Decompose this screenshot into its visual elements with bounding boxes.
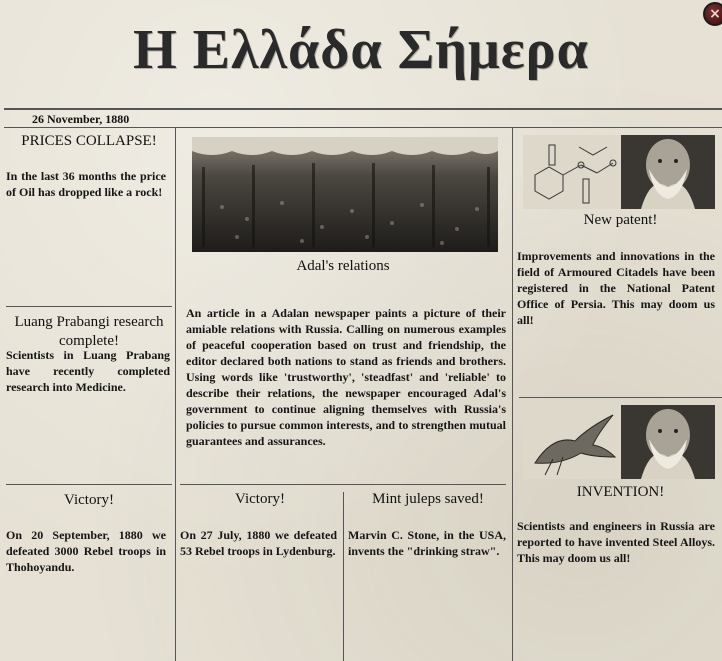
masthead-rule [4, 108, 722, 110]
close-icon: × [709, 6, 721, 22]
juleps-body: Marvin C. Stone, in the USA, invents the "drinking straw". [348, 528, 506, 558]
issue-date: 26 November, 1880 [32, 112, 130, 126]
research-headline: Luang Prabangi research complete! [14, 314, 164, 349]
victory1-headline: Victory! [64, 492, 114, 508]
invention-headline: INVENTION! [576, 484, 665, 500]
relations-body: An article in a Adalan newspaper paints a picture of their amiable relations with Russia. Calling on numerous examples of peaceful cooperation based on trust and friendship, the editor declared both nations to stand as friends and brothers. Using words like 'trustworthy', 'steadfast' and 'reliable' to describe their relations, the newspaper encouraged Adal's government to continue aligning themselves with Russia's policies to pursue common interests, and to strengthen mutual guarantees and assurances. [186, 306, 506, 448]
prices-headline: PRICES COLLAPSE! [21, 133, 157, 149]
mid-divider [180, 484, 506, 485]
close-button[interactable] [703, 2, 722, 26]
column-rule-3 [343, 492, 344, 661]
newspaper-title: Η Ελλάδα Σήμερα [133, 19, 589, 81]
left-divider-2 [6, 484, 172, 485]
invention-body: Scientists and engineers in Russia are reported to have invented Steel Alloys. This may doom us all! [517, 519, 715, 565]
relations-headline: Adal's relations [296, 258, 390, 274]
invention-photo [523, 405, 715, 479]
patent-photo [523, 135, 715, 209]
patent-body: Improvements and innovations in the field of Armoured Citadels have been registered in the National Patent Office of Persia. This may doom us all! [517, 249, 715, 327]
juleps-headline: Mint juleps saved! [372, 491, 484, 507]
column-rule-1 [175, 128, 176, 661]
victory1-body: On 20 September, 1880 we defeated 3000 Rebel troops in Thohoyandu. [6, 528, 166, 574]
victory2-headline: Victory! [235, 491, 285, 507]
right-divider-1 [519, 397, 722, 398]
column-rule-2 [512, 128, 513, 661]
date-rule [4, 127, 722, 128]
crowd-photo [192, 137, 498, 252]
prices-body: In the last 36 months the price of Oil has dropped like a rock! [6, 169, 166, 199]
research-body: Scientists in Luang Prabang have recently completed research into Medicine. [6, 348, 170, 394]
left-divider-1 [6, 306, 172, 307]
victory2-body: On 27 July, 1880 we defeated 53 Rebel troops in Lydenburg. [180, 528, 337, 558]
patent-headline: New patent! [583, 212, 658, 228]
